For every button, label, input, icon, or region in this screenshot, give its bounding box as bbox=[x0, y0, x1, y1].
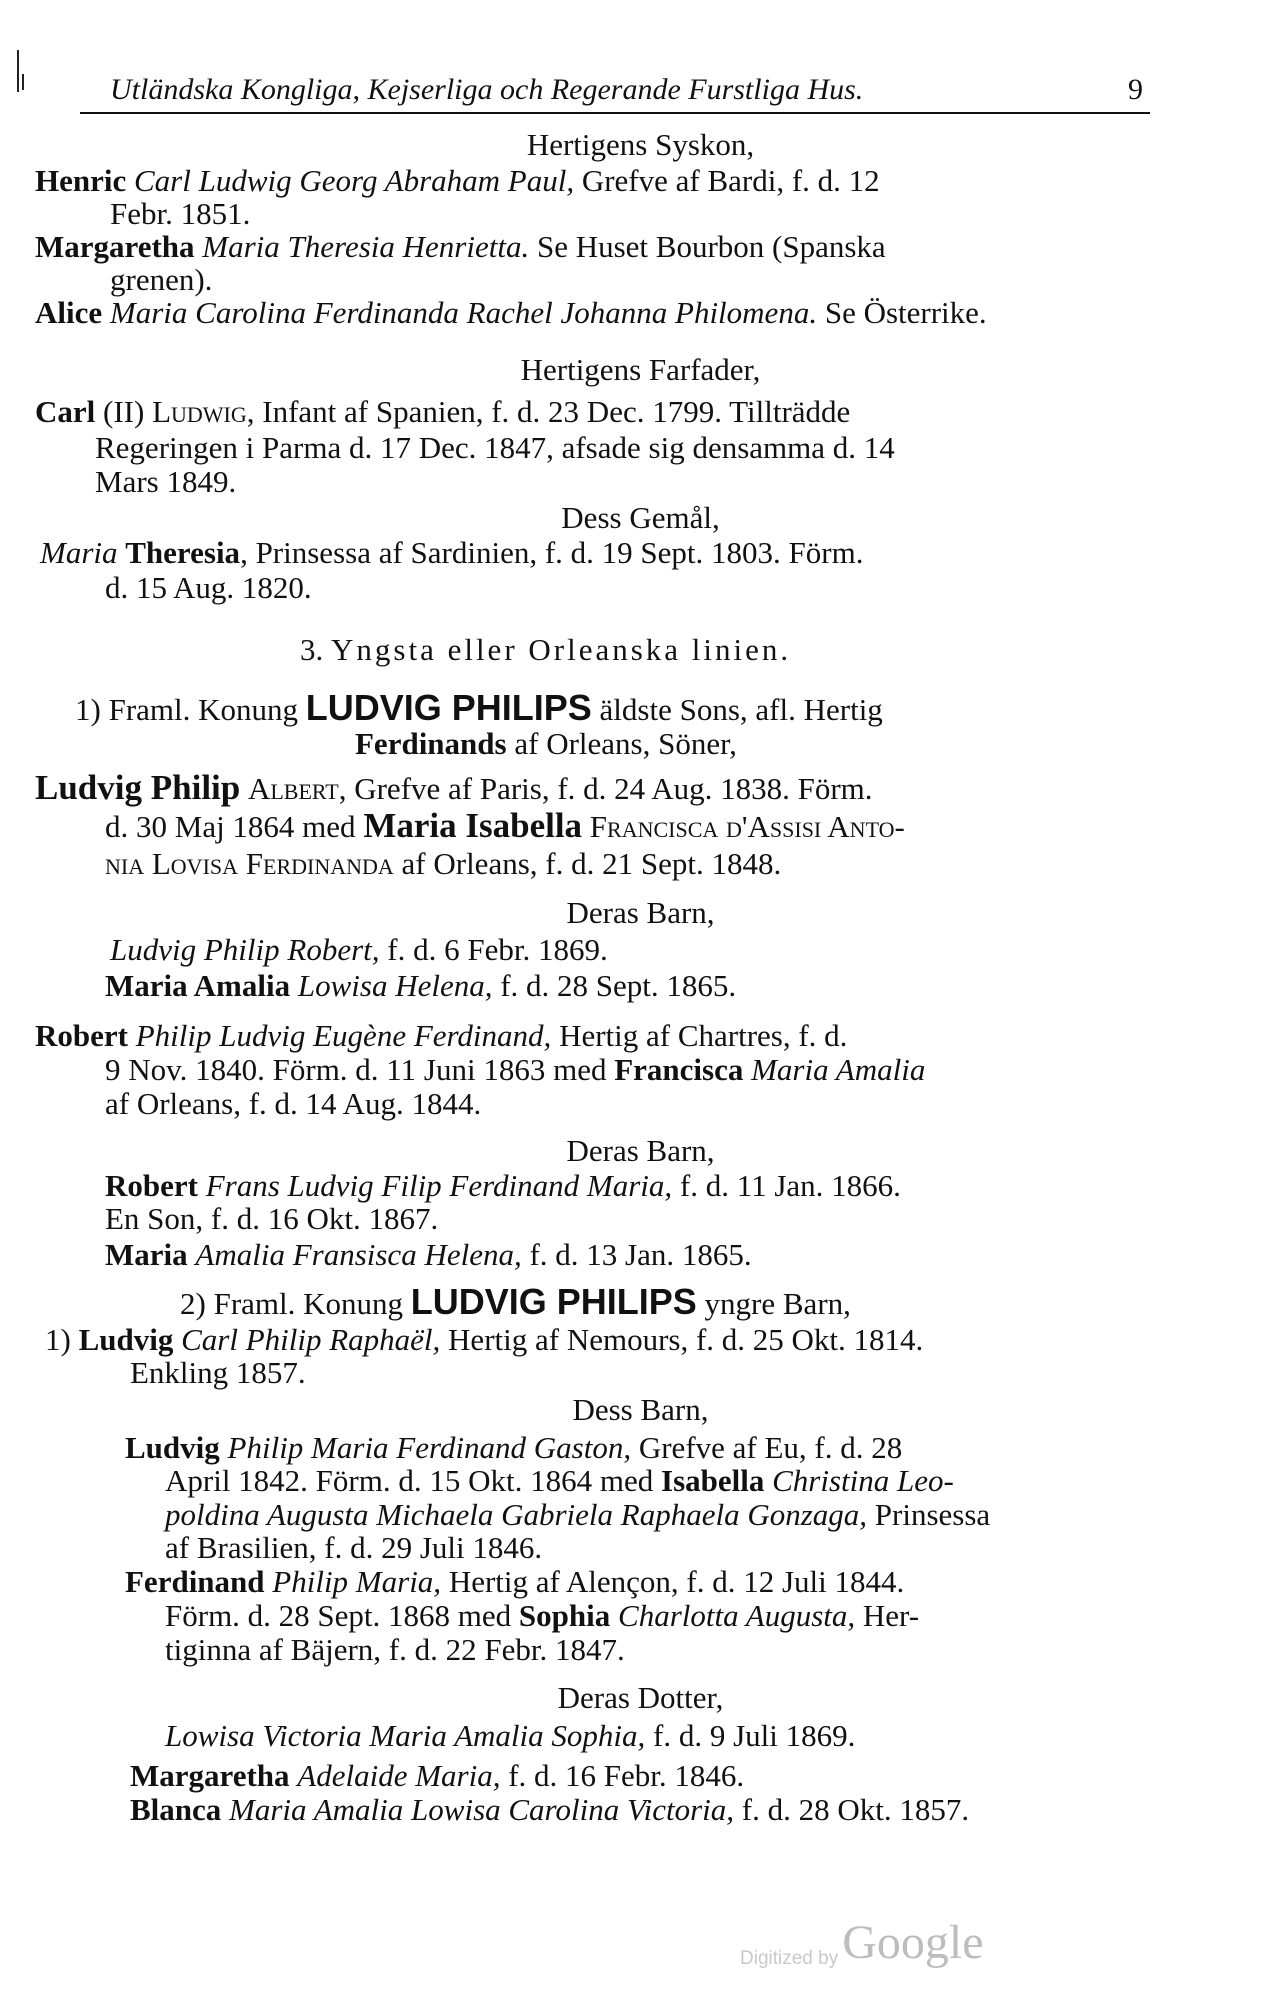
heading-hertigens-farfader: Hertigens Farfader, bbox=[520, 352, 761, 387]
entry-text: äldste Sons, afl. Hertig bbox=[591, 692, 883, 727]
entry-name: Alice bbox=[35, 295, 103, 330]
header-rule bbox=[80, 112, 1150, 114]
entry-smallcaps: Francisca d'Assisi Anto- bbox=[589, 809, 905, 844]
entry-text: af Orleans, Söner, bbox=[506, 726, 737, 761]
entry-text: f. d. 9 Juli 1869. bbox=[645, 1718, 856, 1753]
entry-text: af Orleans, f. d. 21 Sept. 1848. bbox=[393, 846, 782, 881]
entry-name: Maria Isabella bbox=[363, 806, 583, 845]
entry-line bbox=[35, 1018, 847, 1054]
entry-line bbox=[125, 1430, 902, 1466]
margin-mark bbox=[17, 50, 19, 92]
entry-continuation: Mars 1849. bbox=[95, 464, 237, 499]
entry-names-italic: Lowisa Victoria Maria Amalia Sophia, bbox=[165, 1718, 646, 1753]
entry-text: 1) Framl. Konung bbox=[75, 692, 306, 727]
entry-line bbox=[130, 1758, 744, 1794]
entry-names-italic: Adelaide Maria, bbox=[297, 1758, 501, 1793]
margin-mark bbox=[22, 74, 24, 90]
entry-text: 9 Nov. 1840. Förm. d. 11 Juni 1863 med bbox=[105, 1052, 615, 1087]
entry-continuation bbox=[105, 846, 781, 882]
entry-smallcaps: Ludwig bbox=[152, 394, 247, 429]
entry-text: Hertig af Nemours, f. d. 25 Okt. 1814. bbox=[440, 1322, 924, 1357]
entry-names-italic: Philip Maria Ferdinand Gaston, bbox=[227, 1430, 632, 1465]
section-number: 3. bbox=[300, 632, 324, 667]
entry-text: Se Huset Bourbon (Spanska bbox=[529, 229, 886, 264]
entry-continuation bbox=[165, 1598, 919, 1634]
entry-text: Prinsessa bbox=[867, 1497, 991, 1532]
entry-line bbox=[35, 394, 850, 430]
entry-continuation: af Brasilien, f. d. 29 Juli 1846. bbox=[165, 1530, 543, 1565]
entry-continuation bbox=[105, 1052, 925, 1088]
entry-name: Henric bbox=[35, 163, 127, 198]
entry-name: Margaretha bbox=[35, 229, 195, 264]
entry-name: Maria Amalia bbox=[105, 968, 291, 1003]
entry-text: f. d. 28 Okt. 1857. bbox=[734, 1792, 970, 1827]
entry-line bbox=[165, 1718, 855, 1754]
entry-text: 2) Framl. Konung bbox=[180, 1286, 411, 1321]
entry-names-italic: Carl Philip Raphaël, bbox=[181, 1322, 441, 1357]
entry-text: Förm. d. 28 Sept. 1868 med bbox=[165, 1598, 519, 1633]
running-title: Utländska Kongliga, Kejserliga och Regerande Furstliga Hus. bbox=[110, 73, 864, 106]
king-name: LUDVIG PHILIPS bbox=[305, 687, 592, 728]
entry-name: Ludvig bbox=[78, 1322, 174, 1357]
entry-continuation: af Orleans, f. d. 14 Aug. 1844. bbox=[105, 1086, 482, 1121]
heading-dess-barn: Dess Barn, bbox=[572, 1392, 709, 1427]
heading-deras-barn: Deras Barn, bbox=[566, 895, 715, 930]
entry-number: 1) bbox=[45, 1322, 71, 1357]
entry-name: Theresia bbox=[125, 535, 241, 570]
heading-hertigens-syskon: Hertigens Syskon, bbox=[526, 127, 755, 162]
entry-names-italic: Maria Amalia Lowisa Carolina Victoria, bbox=[229, 1792, 734, 1827]
digitized-watermark bbox=[740, 1915, 984, 1967]
entry-name: Robert bbox=[35, 1018, 128, 1053]
entry-names-italic: Charlotta Augusta, bbox=[618, 1598, 856, 1633]
entry-line bbox=[125, 1564, 904, 1600]
entry-line bbox=[130, 1792, 969, 1828]
entry-names-italic: Carl Ludwig Georg Abraham Paul, bbox=[134, 163, 575, 198]
entry-text: (II) bbox=[95, 394, 153, 429]
entry-text: f. d. 16 Febr. 1846. bbox=[500, 1758, 745, 1793]
entry-name: Robert bbox=[105, 1168, 198, 1203]
entry-name: Francisca bbox=[614, 1052, 744, 1087]
entry-line bbox=[105, 968, 736, 1004]
entry-text: Hertig af Alençon, f. d. 12 Juli 1844. bbox=[441, 1564, 905, 1599]
entry-line bbox=[45, 1322, 923, 1358]
entry-continuation: Enkling 1857. bbox=[130, 1355, 306, 1390]
entry-text: Se Österrike. bbox=[817, 295, 987, 330]
entry-smallcaps: nia Lovisa Ferdinanda bbox=[105, 846, 394, 881]
section-title bbox=[300, 632, 791, 668]
entry-line bbox=[35, 770, 873, 807]
entry-smallcaps: Albert bbox=[247, 771, 339, 806]
entry-line bbox=[35, 229, 886, 265]
entry-text: yngre Barn, bbox=[696, 1286, 851, 1321]
entry-line bbox=[110, 932, 608, 968]
page-number: 9 bbox=[1128, 73, 1143, 106]
entry-names-italic: Maria Theresia Henrietta. bbox=[202, 229, 530, 264]
entry-name: Sophia bbox=[518, 1598, 611, 1633]
entry-text: Hertig af Chartres, f. d. bbox=[551, 1018, 848, 1053]
entry-names-italic: Philip Ludvig Eugène Ferdinand, bbox=[135, 1018, 552, 1053]
entry-name: Maria bbox=[105, 1237, 188, 1272]
entry-line bbox=[40, 535, 863, 571]
watermark-prefix: Digitized by bbox=[740, 1948, 839, 1969]
entry-continuation bbox=[165, 1497, 990, 1533]
entry-line bbox=[105, 1237, 752, 1273]
entry-names-italic: Amalia Fransisca Helena, bbox=[195, 1237, 522, 1272]
entry-text: Grefve af Eu, f. d. 28 bbox=[631, 1430, 903, 1465]
entry-names-italic: Christina Leo- bbox=[772, 1463, 954, 1498]
entry-name: Margaretha bbox=[130, 1758, 290, 1793]
entry-line bbox=[35, 295, 987, 331]
entry-text: , Infant af Spanien, f. d. 23 Dec. 1799. Tillträdde bbox=[246, 394, 851, 429]
entry-name: Isabella bbox=[661, 1463, 765, 1498]
subsection-line bbox=[180, 1281, 851, 1322]
entry-name: Ludvig Philip bbox=[35, 768, 241, 807]
entry-continuation: tiginna af Bäjern, f. d. 22 Febr. 1847. bbox=[165, 1632, 625, 1667]
entry-name: Carl bbox=[35, 394, 96, 429]
entry-continuation: Febr. 1851. bbox=[110, 196, 251, 231]
entry-text: , Prinsessa af Sardinien, f. d. 19 Sept. 1803. Förm. bbox=[240, 535, 864, 570]
entry-line bbox=[105, 1168, 901, 1204]
entry-names-italic: Ludvig Philip Robert, bbox=[110, 932, 380, 967]
section-title-text: Yngsta eller Orleanska linien. bbox=[331, 632, 792, 667]
entry-name: Ferdinands bbox=[355, 726, 507, 761]
entry-continuation: grenen). bbox=[110, 262, 213, 297]
entry-line: En Son, f. d. 16 Okt. 1867. bbox=[105, 1201, 439, 1236]
heading-deras-barn: Deras Barn, bbox=[566, 1133, 715, 1168]
entry-text: f. d. 13 Jan. 1865. bbox=[521, 1237, 752, 1272]
heading-dess-gemal: Dess Gemål, bbox=[561, 500, 720, 535]
entry-continuation: d. 15 Aug. 1820. bbox=[105, 570, 312, 605]
entry-text: f. d. 28 Sept. 1865. bbox=[492, 968, 737, 1003]
entry-text: Grefve af Bardi, f. d. 12 bbox=[574, 163, 880, 198]
entry-names-italic: Maria Amalia bbox=[751, 1052, 926, 1087]
entry-continuation bbox=[105, 808, 905, 845]
heading-deras-dotter: Deras Dotter, bbox=[557, 1680, 724, 1715]
entry-text: Her- bbox=[855, 1598, 920, 1633]
google-logo: Google bbox=[842, 1916, 984, 1969]
entry-text: f. d. 6 Febr. 1869. bbox=[379, 932, 608, 967]
subsection-line bbox=[75, 687, 883, 728]
entry-continuation: Regeringen i Parma d. 17 Dec. 1847, afsade sig densamma d. 14 bbox=[95, 430, 895, 465]
entry-names-italic: Frans Ludvig Filip Ferdinand Maria, bbox=[205, 1168, 673, 1203]
entry-name: Ludvig bbox=[125, 1430, 220, 1465]
entry-text: f. d. 11 Jan. 1866. bbox=[672, 1168, 901, 1203]
king-name: LUDVIG PHILIPS bbox=[410, 1281, 697, 1322]
entry-line bbox=[35, 163, 880, 199]
entry-names-italic: Maria bbox=[40, 535, 118, 570]
entry-names-italic: Philip Maria, bbox=[272, 1564, 442, 1599]
entry-text: April 1842. Förm. d. 15 Okt. 1864 med bbox=[165, 1463, 661, 1498]
entry-text: d. 30 Maj 1864 med bbox=[105, 809, 364, 844]
entry-names-italic: poldina Augusta Michaela Gabriela Raphaela Gonzaga, bbox=[165, 1497, 868, 1532]
entry-text: , Grefve af Paris, f. d. 24 Aug. 1838. Förm. bbox=[338, 771, 873, 806]
entry-name: Blanca bbox=[130, 1792, 222, 1827]
subsection-line bbox=[355, 726, 737, 762]
entry-name: Ferdinand bbox=[125, 1564, 265, 1599]
entry-names-italic: Lowisa Helena, bbox=[297, 968, 493, 1003]
entry-continuation bbox=[165, 1463, 954, 1499]
entry-names-italic: Maria Carolina Ferdinanda Rachel Johanna Philomena. bbox=[109, 295, 818, 330]
